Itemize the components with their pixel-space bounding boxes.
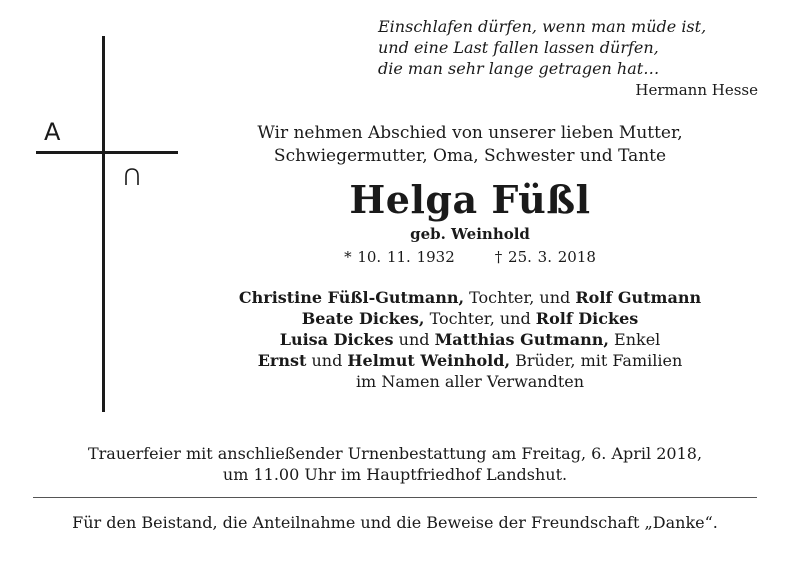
- mourner-relation: Enkel: [608, 330, 661, 349]
- mourner-name: Rolf Dickes: [535, 309, 639, 328]
- intro-text: [200, 122, 740, 168]
- mourner-name: Luisa Dickes: [279, 330, 394, 349]
- service-line: Trauerfeier mit anschließender Urnenbestattung am Freitag, 6. April 2018,: [87, 444, 703, 463]
- mourner-relation: Tochter, und: [464, 288, 576, 307]
- mourner-name: Rolf Gutmann: [575, 288, 702, 307]
- mourner-name: Beate Dickes,: [301, 309, 425, 328]
- mourner-line: [200, 350, 740, 371]
- mourner-relation: und: [393, 330, 435, 349]
- alpha-symbol: A: [44, 118, 61, 146]
- poem-line: und eine Last fallen lassen dürfen,: [378, 38, 659, 57]
- mourners-list: [200, 287, 740, 392]
- mourner-name: Christine Füßl-Gutmann,: [238, 288, 465, 307]
- maiden-name: geb. Weinhold: [410, 225, 530, 243]
- cross-horizontal-bar: [36, 151, 178, 154]
- thanks-note: Für den Beistand, die Anteilnahme und die Beweise der Freundschaft „Danke“.: [72, 513, 718, 532]
- mourner-line: [200, 287, 740, 308]
- service-line: um 11.00 Uhr im Hauptfriedhof Landshut.: [222, 465, 568, 484]
- mourner-relation: im Namen aller Verwandten: [355, 372, 585, 391]
- mourner-line: [200, 329, 740, 350]
- omega-icon: [124, 168, 140, 186]
- cross-vertical-bar: [102, 36, 105, 412]
- poem-line: Einschlafen dürfen, wenn man müde ist,: [378, 17, 707, 36]
- divider: [33, 497, 757, 498]
- deceased-name: Helga Füßl: [349, 177, 591, 222]
- poem-line: die man sehr lange getragen hat…: [378, 59, 660, 78]
- intro-line: Schwiegermutter, Oma, Schwester und Tante: [273, 146, 667, 166]
- death-date: † 25. 3. 2018: [494, 248, 596, 266]
- poem-quote: [378, 16, 758, 100]
- birth-date: * 10. 11. 1932: [344, 248, 455, 266]
- mourner-relation: Brüder, mit Familien: [510, 351, 683, 370]
- mourner-name: Ernst: [257, 351, 307, 370]
- mourner-line: [200, 308, 740, 329]
- life-dates: [200, 247, 740, 267]
- funeral-service-info: [40, 443, 750, 485]
- announcement-body: [200, 122, 740, 392]
- intro-line: Wir nehmen Abschied von unserer lieben Mutter,: [257, 123, 683, 143]
- mourner-relation: Tochter, und: [424, 309, 536, 328]
- mourner-line: [200, 371, 740, 392]
- mourner-name: Helmut Weinhold,: [347, 351, 511, 370]
- mourner-name: Matthias Gutmann,: [434, 330, 609, 349]
- mourner-relation: und: [306, 351, 348, 370]
- poem-author: Hermann Hesse: [635, 81, 758, 99]
